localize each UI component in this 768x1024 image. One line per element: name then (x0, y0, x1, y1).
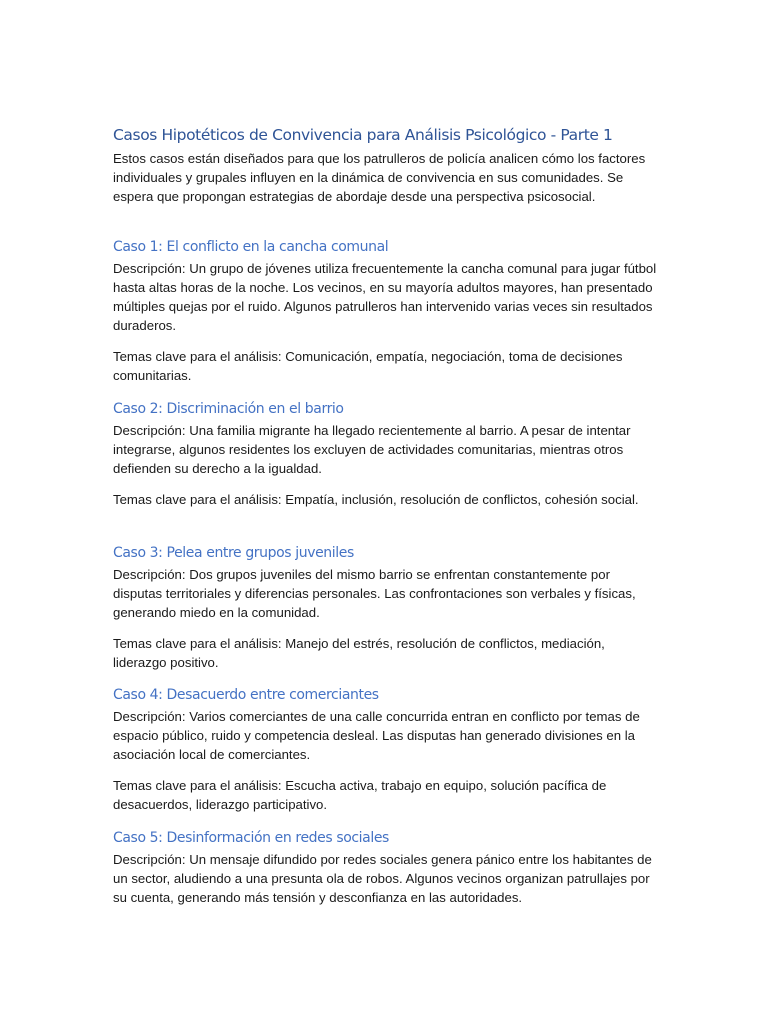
case-section-2 (113, 399, 658, 509)
case-description: Descripción: Un grupo de jóvenes utiliza frecuentemente la cancha comunal para jugar fútbol hasta altas horas de la noche. Los vecinos, en su mayoría adultos mayores, han presentado múltiples quejas por el ruido. Algunos patrulleros han intervenido varias veces sin resultados duraderos. (113, 261, 657, 333)
case-title: Caso 3: Pelea entre grupos juveniles (113, 545, 354, 561)
case-description: Descripción: Un mensaje difundido por redes sociales genera pánico entre los habitantes de un sector, aludiendo a una presunta ola de robos. Algunos vecinos organizan patrullajes por su cuenta, generando más tensión y desconfianza en las autoridades. (113, 852, 652, 905)
case-key-topics: Temas clave para el análisis: Manejo del estrés, resolución de conflictos, mediación, liderazgo positivo. (113, 636, 605, 670)
case-key-topics: Temas clave para el análisis: Empatía, inclusión, resolución de conflictos, cohesión social. (113, 492, 639, 507)
case-description: Descripción: Una familia migrante ha llegado recientemente al barrio. A pesar de intentar integrarse, algunos residentes los excluyen de actividades comunitarias, mientras otros defienden su derecho a la igualdad. (113, 423, 631, 476)
case-description: Descripción: Varios comerciantes de una calle concurrida entran en conflicto por temas de espacio público, ruido y competencia desleal. Las disputas han generado divisiones en la asociación local de comerciantes. (113, 709, 640, 762)
case-title: Caso 5: Desinformación en redes sociales (113, 830, 389, 846)
case-section-4 (113, 685, 658, 814)
case-description: Descripción: Dos grupos juveniles del mismo barrio se enfrentan constantemente por disputas territoriales y diferencias personales. Las confrontaciones son verbales y físicas, generando miedo en la comunidad. (113, 567, 636, 620)
case-title: Caso 1: El conflicto en la cancha comunal (113, 239, 389, 255)
case-section-1 (113, 237, 658, 385)
case-key-topics: Temas clave para el análisis: Escucha activa, trabajo en equipo, solución pacífica de desacuerdos, liderazgo participativo. (113, 778, 607, 812)
document-intro: Estos casos están diseñados para que los patrulleros de policía analicen cómo los factores individuales y grupales influyen en la dinámica de convivencia en sus comunidades. Se espera que propongan estrategias de abordaje desde una perspectiva psicosocial. (113, 151, 646, 204)
case-section-3 (113, 543, 658, 672)
case-key-topics: Temas clave para el análisis: Comunicación, empatía, negociación, toma de decisiones comunitarias. (113, 349, 623, 383)
case-section-5 (113, 828, 658, 907)
case-title: Caso 4: Desacuerdo entre comerciantes (113, 687, 379, 703)
case-title: Caso 2: Discriminación en el barrio (113, 401, 344, 417)
document-title: Casos Hipotéticos de Convivencia para Análisis Psicológico - Parte 1 (113, 126, 613, 144)
